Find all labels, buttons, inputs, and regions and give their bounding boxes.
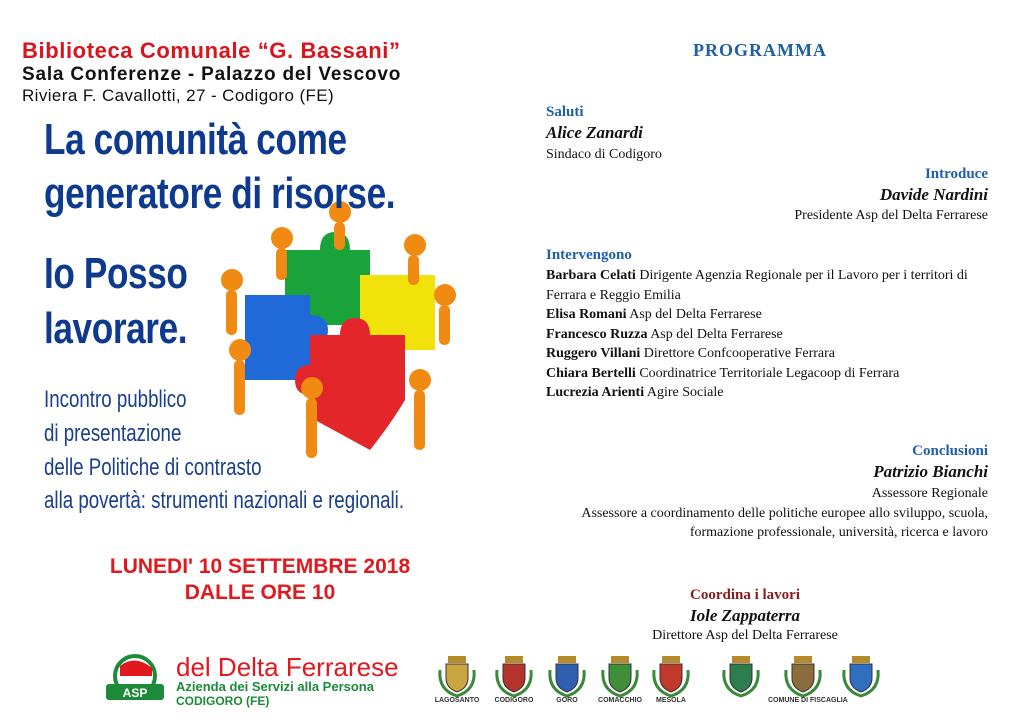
title-line-2: generatore di risorse. — [44, 169, 396, 218]
venue-address: Riviera F. Cavallotti, 27 - Codigoro (FE) — [22, 86, 335, 105]
conclusioni-role-detail: Assessore a coordinamento delle politiche europee allo sviluppo, scuola, formazione professionale, università, ricerca e lavoro — [581, 506, 988, 540]
speaker-role: Dirigente Agenzia Regionale per il Lavoro per i territori di Ferrara e Reggio Emilia — [546, 268, 968, 303]
crest-label: LAGOSANTO — [434, 697, 480, 704]
title-line-1: La comunità come — [44, 115, 347, 164]
speakers-list — [546, 266, 990, 403]
subtitle-line-1: Incontro pubblico — [44, 386, 187, 413]
subtitle-line-2: di presentazione — [44, 420, 182, 447]
speaker-item — [546, 344, 990, 364]
crest-icon — [780, 652, 826, 698]
intervengono-heading: Intervengono — [546, 247, 632, 263]
coordina-role: Direttore Asp del Delta Ferrarese — [652, 628, 838, 643]
speaker-item — [546, 325, 990, 345]
saluti-role: Sindaco di Codigoro — [546, 147, 662, 162]
crest-icon — [544, 652, 590, 698]
speaker-role: Direttore Confcooperative Ferrara — [640, 346, 836, 361]
crest-icon — [597, 652, 643, 698]
asp-logo-subtitle: Azienda dei Servizi alla Persona — [176, 679, 374, 694]
speaker-item — [546, 383, 990, 403]
crest-icon — [491, 652, 537, 698]
crest-label: CODIGORO — [494, 697, 534, 704]
event-date: LUNEDI' 10 SETTEMBRE 2018 — [109, 555, 411, 578]
puzzle-illustration — [210, 200, 470, 490]
speaker-item — [546, 266, 990, 305]
speaker-name: Barbara Celati — [546, 268, 636, 283]
venue-name: Biblioteca Comunale “G. Bassani” — [22, 38, 401, 63]
introduce-heading: Introduce — [924, 166, 988, 182]
speaker-role: Agire Sociale — [644, 385, 724, 400]
speaker-role: Asp del Delta Ferrarese — [647, 326, 783, 342]
speaker-name: Lucrezia Arienti — [546, 385, 645, 400]
conclusioni-name: Patrizio Bianchi — [873, 462, 988, 481]
crest-label: GORO — [556, 697, 578, 704]
speaker-name: Chiara Bertelli — [546, 365, 636, 381]
coordina-name: Iole Zappaterra — [689, 606, 801, 625]
crest-icon — [434, 652, 480, 698]
event-time: DALLE ORE 10 — [184, 581, 336, 604]
coordina-heading: Coordina i lavori — [689, 587, 800, 603]
subtitle-line-4: alla povertà: strumenti nazionali e regionali. — [44, 487, 405, 514]
speaker-item — [546, 364, 990, 384]
asp-logo-icon — [104, 654, 166, 704]
speaker-role: Coordinatrice Territoriale Legacoop di Ferrara — [635, 365, 900, 381]
program-title: PROGRAMMA — [693, 40, 827, 60]
saluti-heading: Saluti — [546, 104, 584, 120]
speaker-name: Ruggero Villani — [546, 346, 641, 361]
venue-room: Sala Conferenze - Palazzo del Vescovo — [22, 64, 402, 85]
saluti-name: Alice Zanardi — [546, 123, 643, 142]
asp-logo-city: CODIGORO (FE) — [176, 694, 270, 708]
crest-icon — [648, 652, 694, 698]
speaker-name: Elisa Romani — [546, 307, 627, 322]
introduce-name: Davide Nardini — [879, 185, 988, 204]
asp-logo-name: del Delta Ferrarese — [176, 652, 399, 682]
crest-label: COMUNE DI FISCAGLIA — [768, 697, 848, 704]
asp-logo-badge: ASP — [122, 686, 148, 700]
speaker-role: Asp del Delta Ferrarese — [626, 307, 762, 322]
conclusioni-role: Assessore Regionale — [871, 486, 988, 501]
title-line-3: Io Posso — [44, 249, 188, 298]
crest-icon — [838, 652, 884, 698]
crest-label: MESOLA — [656, 697, 686, 704]
crest-label: COMACCHIO — [598, 697, 642, 704]
conclusioni-heading: Conclusioni — [912, 443, 988, 459]
subtitle-line-3: delle Politiche di contrasto — [44, 454, 262, 481]
speaker-item — [546, 305, 990, 325]
introduce-role: Presidente Asp del Delta Ferrarese — [794, 208, 988, 223]
speaker-name: Francesco Ruzza — [546, 326, 648, 342]
crest-icon — [718, 652, 764, 698]
title-line-4: lavorare. — [44, 304, 188, 353]
